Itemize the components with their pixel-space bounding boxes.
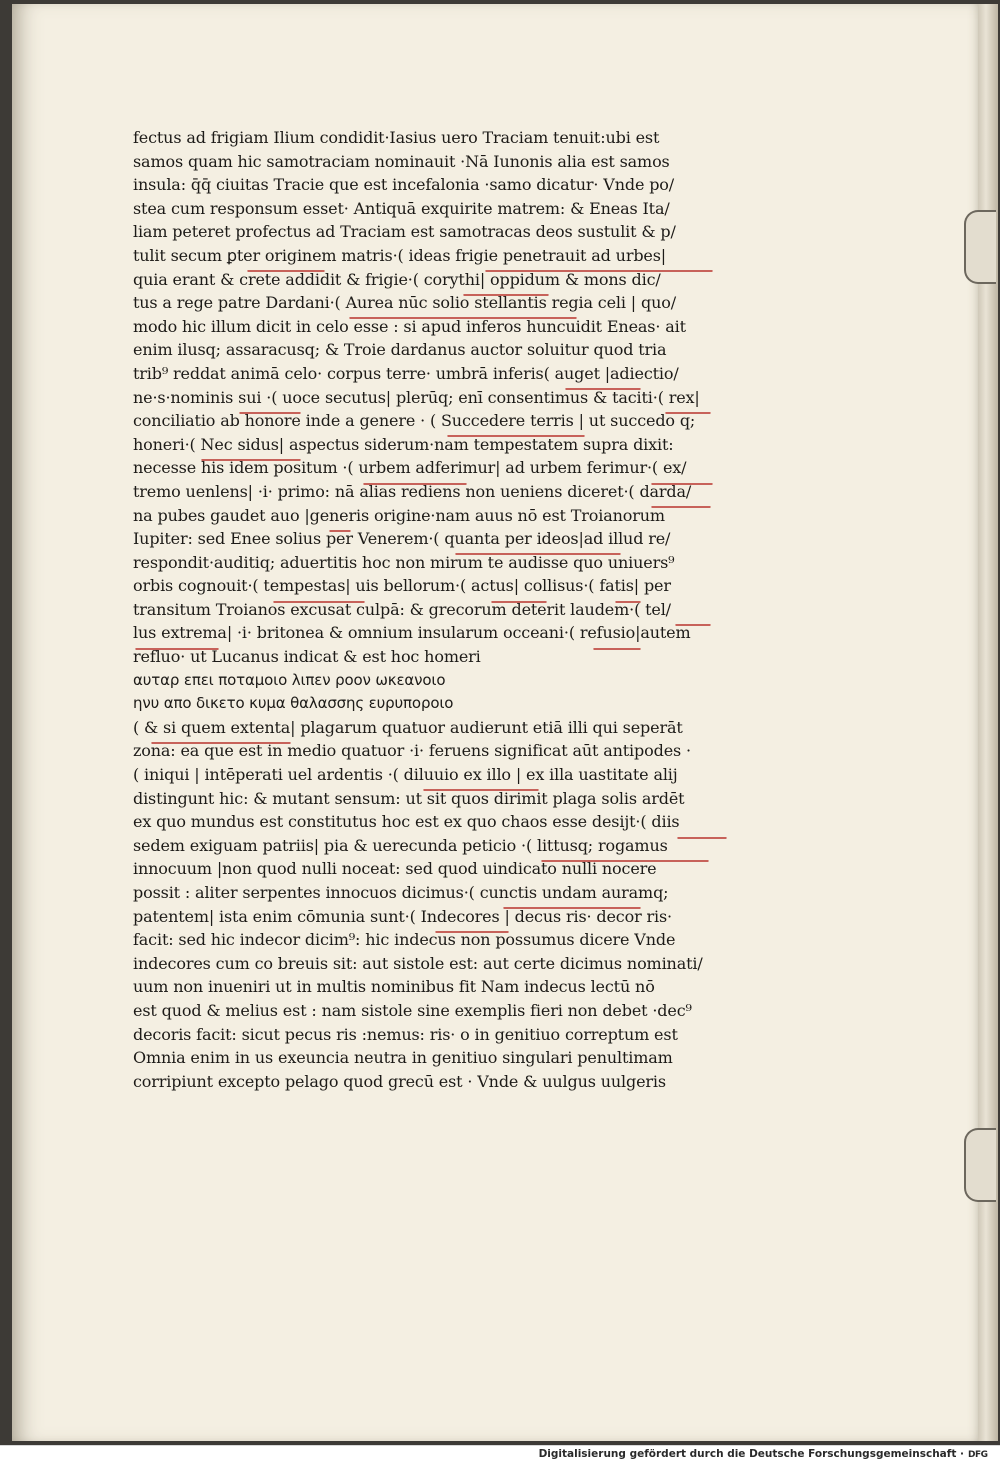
text-line: patentem| ista enim cōmunia sunt·( Indecores | decus ris· decor ris· [133,906,672,926]
text-line: samos quam hic samotraciam nominauit ·Nā Iunonis alia est samos [133,151,670,171]
text-line: Omnia enim in us exeuncia neutra in genitiuo singulari penultimam [133,1048,673,1068]
text-line: fectus ad frigiam Ilium condidit·Iasius uero Traciam tenuit:ubi est [133,128,660,147]
text-line: trib⁹ reddat animā celo· corpus terre· umbrā inferis( auget |adiectio/ [133,363,679,383]
text-line: corripiunt excepto pelago quod grecū est · Vnde & uulgus uulgeris [133,1071,666,1091]
text-line: est quod & melius est : nam sistole sine exemplis fieri non debet ·dec⁹ [133,1000,692,1020]
text-line: distingunt hic: & mutant sensum: ut sit quos dirimit plaga solis ardēt [133,788,685,808]
text-line: sedem exiguam patriis| pia & uerecunda peticio ·( littusq; rogamus [133,835,668,855]
text-line: Iupiter: sed Enee solius per Venerem·( quanta per ideos|ad illud re/ [133,529,671,549]
text-line: stea cum responsum esset· Antiquā exquirite matrem: & Eneas Ita/ [133,198,670,218]
text-line: liam peteret profectus ad Traciam est samotracas deos sustulit & p/ [133,222,676,242]
text-line: necesse his idem positum ·( urbem adferimur| ad urbem ferimur·( ex/ [133,458,687,478]
text-line: tremo uenlens| ·i· primo: nā alias rediens non ueniens diceret·( darda/ [133,481,692,501]
text-line: possit : aliter serpentes innocuos dicimus·( cunctis undam auramq; [133,883,669,902]
text-line: honeri·( Nec sidus| aspectus siderum·nam tempestatem supra dixit: [133,434,674,454]
text-line: enim ilusq; assaracusq; & Troie dardanus auctor soluitur quod tria [133,340,667,360]
text-line: innocuum |non quod nulli noceat: sed quod uindicato nulli nocere [133,859,657,879]
greek-text-line: ηνυ απο δικετο κυμα θαλασσης ευρυποροιο [133,694,454,713]
digitization-footer [0,1445,1000,1466]
text-line: transitum Troianos excusat culpā: & grecorum deterit laudem·( tel/ [133,599,671,619]
text-line: modo hic illum dicit in celo esse : si apud inferos huncuidit Eneas· ait [133,316,686,336]
footer-credit: Digitalisierung gefördert durch die Deutsche Forschungsgemeinschaft · [538,1448,964,1460]
page-tab-lower [964,1128,996,1202]
text-line: ( & si quem extenta| plagarum quatuor audierunt etiā illi qui seperāt [133,717,683,737]
text-line: ne·s·nominis sui ·( uoce secutus| plerūq; enī consentimus & taciti·( rex| [133,387,700,407]
text-line: tus a rege patre Dardani·( Aurea nūc solio stellantis regia celi | quo/ [133,293,676,313]
text-line: lus extrema| ·i· britonea & omnium insularum occeani·( refusio|autem [133,623,691,643]
text-line: uum non inueniri ut in multis nominibus fit Nam indecus lectū nō [133,977,655,997]
text-line: facit: sed hic indecor dicim⁹: hic indecus non possumus dicere Vnde [133,930,676,950]
text-line: orbis cognouit·( tempestas| uis bellorum·( actus| collisus·( fatis| per [133,576,671,596]
text-line: decoris facit: sicut pecus ris :nemus: ris· o in genitiuo correptum est [133,1024,678,1044]
page-tab-upper [964,210,996,284]
text-line: quia erant & crete addidit & frigie·( corythi| oppidum & mons dic/ [133,269,661,289]
text-line: ex quo mundus est constitutus hoc est ex quo chaos esse desijt·( diis [133,812,680,832]
text-line: insula: q̄q̄ ciuitas Tracie que est incefalonia ·samo dicatur· Vnde po/ [133,175,675,195]
text-line: ( iniqui | intēperati uel ardentis ·( diluuio ex illo | ex illa uastitate alij [133,765,678,785]
text-line: refluo· ut Lucanus indicat & est hoc homeri [133,647,481,667]
text-line: tulit secum ꝑter originem matris·( ideas frigie penetrauit ad urbes| [133,245,667,265]
latin-commentary-text [133,126,733,1093]
greek-text-line: αυταρ επει ποταμοιο λιπεν ροον ωκεανοιο [133,670,446,689]
text-line: indecores cum co breuis sit: aut sistole est: aut certe dicimus nominati/ [133,953,703,973]
text-line: conciliatio ab honore inde a genere · ( Succedere terris | ut succedo q; [133,411,696,431]
dfg-logo: DFG [968,1450,988,1460]
text-line: respondit·auditiq; aduertitis hoc non mirum te audisse quo uniuers⁹ [133,552,675,572]
text-line: na pubes gaudet auo |generis origine·nam auus nō est Troianorum [133,505,665,525]
text-line: zona: ea que est in medio quatuor ·i· feruens significat aūt antipodes · [133,741,691,761]
